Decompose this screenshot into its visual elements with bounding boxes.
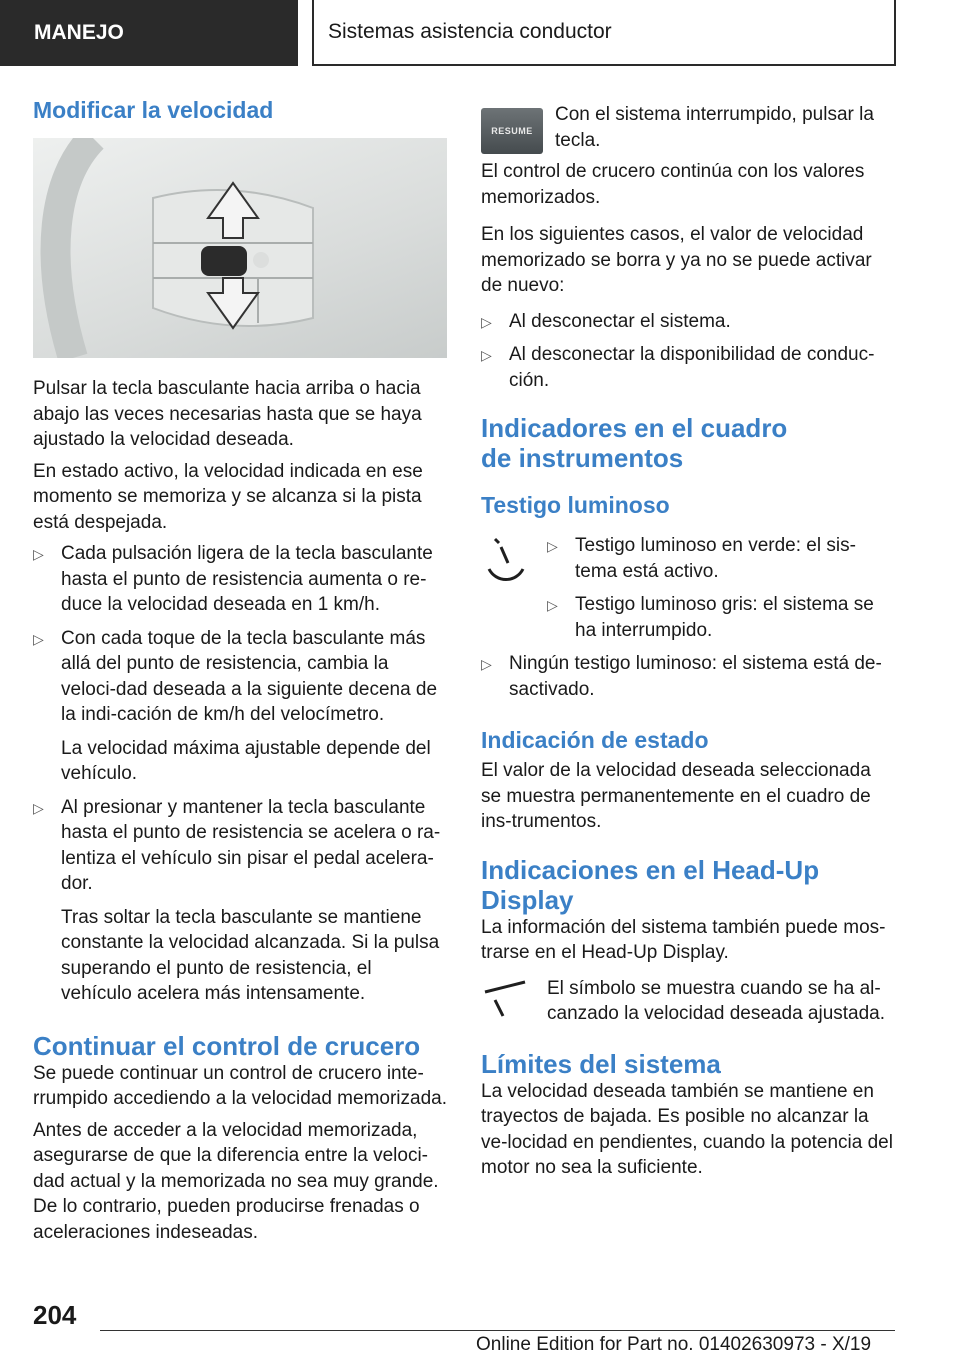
paragraph: Antes de acceder a la velocidad memorizada, asegurarse de que la diferencia entre la veloci‐dad actual y la memorizada no sea muy grande. De lo contrario, pueden producirse frenadas o aceleraciones indeseadas.: [33, 1119, 439, 1243]
cruise-indicator-light-icon: [481, 533, 531, 588]
paragraph: El símbolo se muestra cuando se ha al‐canzado la velocidad deseada ajustada.: [547, 977, 886, 1024]
bullet-list: [481, 309, 895, 394]
list-item: [33, 795, 447, 1007]
paragraph: Con el sistema interrumpido, pulsar la tecla.: [555, 104, 874, 151]
left-column: [33, 96, 447, 1251]
resume-button-icon: RESUME: [481, 108, 543, 154]
header-chapter: Sistemas asistencia conductor: [312, 0, 896, 66]
list-item: [481, 651, 895, 702]
list-item-text: Cada pulsación ligera de la tecla basculante hasta el punto de resistencia aumenta o re‐duce la velocidad deseada en 1 km/h.: [61, 543, 433, 615]
bullet-list: [547, 533, 895, 651]
paragraph: En estado activo, la velocidad indicada en ese momento se memoriza y se alcanza si la pista está despejada.: [33, 460, 423, 533]
bullet-list: [481, 651, 895, 702]
bullet-triangle-icon: ▷: [33, 546, 44, 562]
paragraph: El control de crucero continúa con los valores memorizados.: [481, 161, 865, 208]
paragraph: El valor de la velocidad deseada seleccionada se muestra permanentemente en el cuadro de ins‐trumentos.: [481, 760, 871, 832]
list-item-text: Testigo luminoso en verde: el sis‐tema está activo.: [575, 535, 856, 582]
hud-speed-reached-icon: [481, 976, 531, 1031]
bullet-triangle-icon: ▷: [481, 313, 492, 330]
list-item: [481, 342, 895, 393]
bullet-triangle-icon: ▷: [547, 538, 558, 554]
paragraph: En los siguientes casos, el valor de velocidad memorizado se borra y ya no se puede activar de nuevo:: [481, 224, 872, 296]
list-item: [481, 309, 895, 335]
heading-continuar: Continuar el control de crucero: [33, 1030, 421, 1061]
paragraph: Se puede continuar un control de crucero inte‐rrumpido accediendo a la velocidad memorizada.: [33, 1062, 448, 1109]
page-number: 204: [33, 1300, 77, 1330]
paragraph: La velocidad deseada también se mantiene en trayectos de bajada. Es posible no alcanzar la ve‐locidad en pendientes, cuando la potencia del motor no sea la suficiente.: [481, 1080, 893, 1178]
heading-hud: Indicaciones en el Head-Up Display: [481, 854, 820, 915]
heading-indicadores: Indicadores en el cuadro de instrumentos: [481, 413, 788, 473]
right-column: [481, 102, 895, 1187]
bullet-triangle-icon: ▷: [481, 347, 492, 363]
rocker-switch-illustration: [33, 138, 447, 358]
list-item-text: Testigo luminoso gris: el sistema se ha interrumpido.: [575, 594, 874, 641]
indicator-light-row: [481, 533, 895, 651]
steering-wheel-image: [33, 138, 447, 358]
heading-testigo: Testigo luminoso: [481, 492, 670, 518]
resume-row: [481, 102, 895, 159]
paragraph: La información del sistema también puede mos‐trarse en el Head-Up Display.: [481, 916, 886, 963]
bullet-triangle-icon: ▷: [33, 799, 44, 816]
heading-estado: Indicación de estado: [481, 727, 709, 753]
list-item: [547, 592, 895, 643]
bullet-list: [33, 541, 447, 1007]
bullet-triangle-icon: ▷: [481, 656, 492, 672]
list-item: [33, 541, 447, 618]
footer-edition: Online Edition for Part no. 01402630973 - X/19: [476, 1334, 872, 1355]
list-item-note: Tras soltar la tecla basculante se mantiene constante la velocidad alcanzada. Si la pulsa superando el punto de resistencia, el vehículo acelera más intensamente.: [61, 906, 440, 1004]
list-item-text: Con cada toque de la tecla basculante más allá del punto de resistencia, cambia la veloci‐dad deseada a la siguiente decena de la indi‐cación de km/h del velocímetro.: [61, 627, 438, 725]
footer-divider: [100, 1330, 895, 1331]
header-section: MANEJO: [0, 0, 298, 66]
bullet-triangle-icon: ▷: [33, 630, 44, 647]
list-item-text: Al desconectar la disponibilidad de conduc‐ción.: [509, 344, 875, 391]
heading-modificar: Modificar la velocidad: [33, 97, 274, 123]
list-item: [33, 626, 447, 787]
list-item-text: Al desconectar el sistema.: [509, 310, 731, 332]
hud-symbol-row: [481, 976, 895, 1033]
heading-limites: Límites del sistema: [481, 1048, 721, 1079]
bullet-triangle-icon: ▷: [547, 597, 558, 613]
list-item-note: La velocidad máxima ajustable depende del vehículo.: [61, 737, 431, 784]
list-item-text: Ningún testigo luminoso: el sistema está de‐sactivado.: [509, 653, 882, 700]
paragraph: Pulsar la tecla basculante hacia arriba o hacia abajo las veces necesarias hasta que se haya ajustado la velocidad deseada.: [33, 378, 422, 450]
list-item: [547, 533, 895, 584]
list-item-text: Al presionar y mantener la tecla basculante hasta el punto de resistencia se acelera o ra‐lentiza el vehículo sin pisar el pedal acelera‐dor.: [61, 796, 441, 894]
